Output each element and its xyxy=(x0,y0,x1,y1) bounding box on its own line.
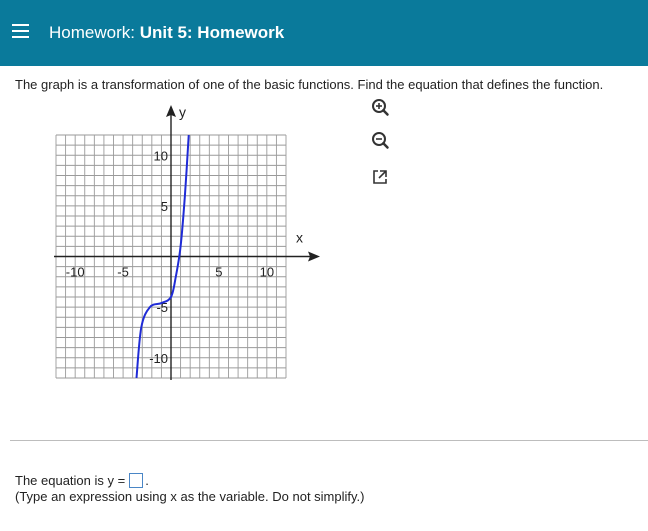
answer-hint: (Type an expression using x as the variable. Do not simplify.) xyxy=(15,489,365,504)
y-tick-label: 5 xyxy=(160,198,168,214)
zoom-in-icon[interactable] xyxy=(370,97,390,117)
y-tick-label: 10 xyxy=(153,148,168,164)
y-tick-label: -10 xyxy=(149,350,168,366)
x-tick-label: -5 xyxy=(117,264,129,280)
answer-input[interactable] xyxy=(129,473,143,488)
y-tick-label: -5 xyxy=(156,300,168,316)
popout-icon[interactable] xyxy=(370,167,390,187)
question-text: The graph is a transformation of one of the basic functions. Find the equation that defines the function. xyxy=(15,77,604,92)
y-axis-label: y xyxy=(179,104,186,120)
divider xyxy=(10,440,648,441)
x-tick-label: 5 xyxy=(215,264,223,280)
x-tick-label: 10 xyxy=(259,264,275,280)
answer-line xyxy=(15,473,149,488)
x-axis-label: x xyxy=(296,229,303,246)
answer-suffix: . xyxy=(145,473,149,488)
title-prefix: Homework: xyxy=(49,23,135,42)
answer-prefix: The equation is y = xyxy=(15,473,126,488)
x-tick-label: -10 xyxy=(65,264,85,280)
title-text: Unit 5: Homework xyxy=(139,23,285,42)
zoom-out-icon[interactable] xyxy=(370,130,390,150)
